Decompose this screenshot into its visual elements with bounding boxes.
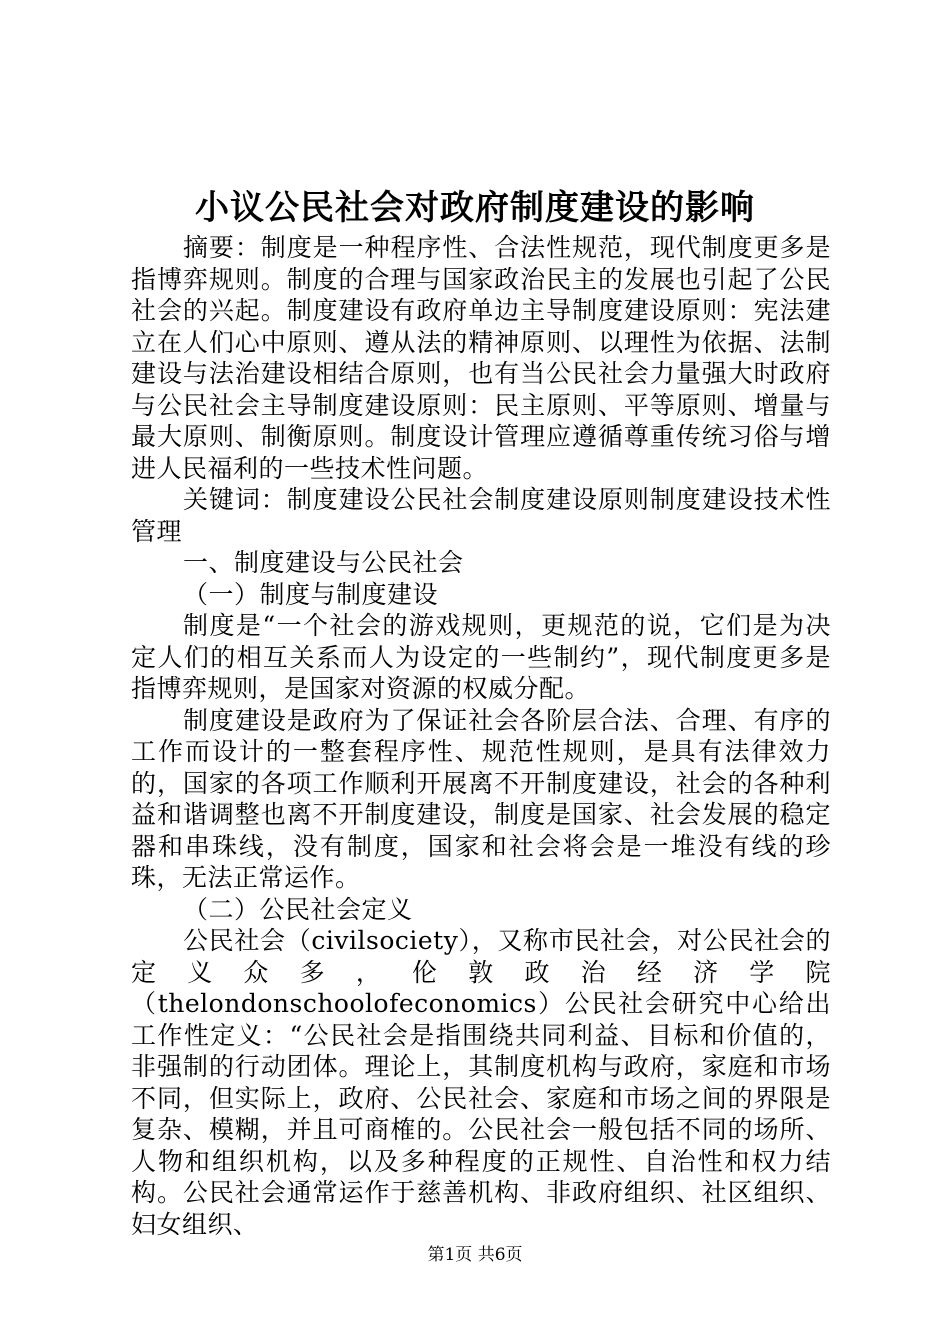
document-body (131, 232, 831, 1240)
subsection-heading-1: （一）制度与制度建设 (183, 579, 439, 609)
section-heading-1: 一、制度建设与公民社会 (183, 548, 464, 577)
subsection-heading-2: （二）公民社会定义 (183, 894, 413, 924)
keywords-paragraph: 关键词：制度建设公民社会制度建设原则制度建设技术性管理 (131, 485, 831, 546)
document-title: 小议公民社会对政府制度建设的影响 (195, 188, 755, 228)
body-paragraph: 制度建设是政府为了保证社会各阶层合法、合理、有序的工作而设计的一整套程序性、规范性规则，是具有法律效力的，国家的各项工作顺利开展离不开制度建设，社会的各种利益和谐调整也离不开制度建设，制度是国家、社会发展的稳定器和串珠线，没有制度，国家和社会将会是一堆没有线的珍珠，无法正常运作。 (131, 705, 831, 892)
body-paragraph: 制度是“一个社会的游戏规则，更规范的说，它们是为决定人们的相互关系而人为设定的一些制约”，现代制度更多是指博弈规则，是国家对资源的权威分配。 (131, 611, 831, 703)
abstract-paragraph: 摘要：制度是一种程序性、合法性规范，现代制度更多是指博弈规则。制度的合理与国家政治民主的发展也引起了公民社会的兴起。制度建设有政府单边主导制度建设原则：宪法建立在人们心中原则、遵从法的精神原则、以理性为依据、法制建设与法治建设相结合原则，也有当公民社会力量强大时政府与公民社会主导制度建设原则：民主原则、平等原则、增量与最大原则、制衡原则。制度设计管理应遵循尊重传统习俗与增进人民福利的一些技术性问题。 (131, 233, 831, 483)
page-footer: 第1页 共6页 (427, 1245, 523, 1265)
body-paragraph: 公民社会（civilsociety），又称市民社会，对公民社会的定义众多，伦敦政治经济学院（thelondonschoolofeconomics）公民社会研究中心给出工作性定义：“公民社会是指围绕共同利益、目标和价值的，非强制的行动团体。理论上，其制度机构与政府，家庭和市场不同，但实际上，政府、公民社会、家庭和市场之间的界限是复杂、模糊，并且可商榷的。公民社会一般包括不同的场所、人物和组织机构，以及多种程度的正规性、自治性和权力结构。公民社会通常运作于慈善机构、非政府组织、社区组织、妇女组织、 (131, 926, 831, 1239)
